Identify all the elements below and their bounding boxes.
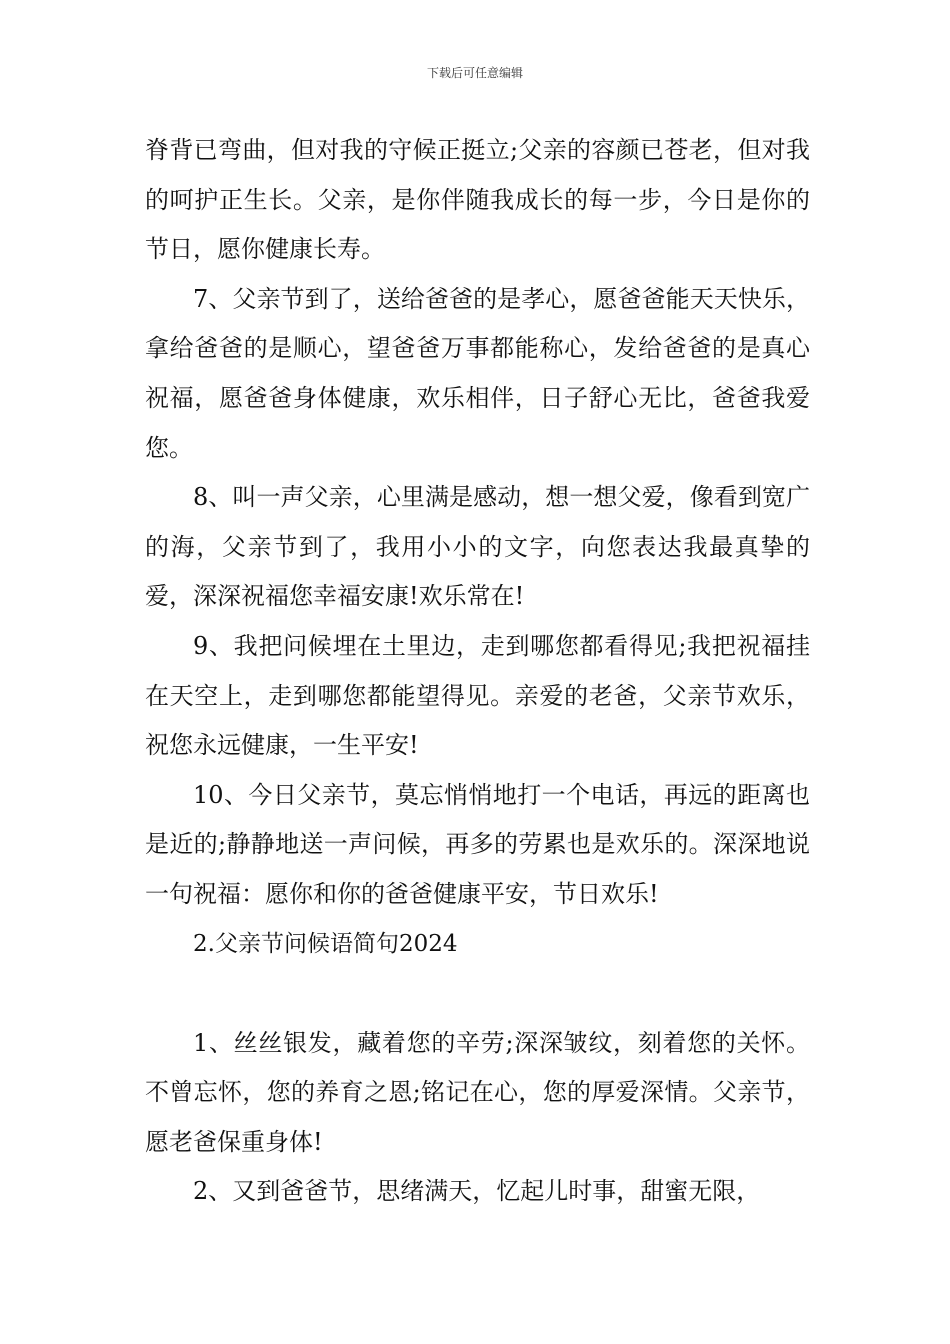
paragraph-item-8: 8、叫一声父亲，心里满是感动，想一想父爱，像看到宽广的海，父亲节到了，我用小小的文字，向您表达我最真挚的爱，深深祝福您幸福安康!欢乐常在! <box>145 483 810 611</box>
paragraph-item-10: 10、今日父亲节，莫忘悄悄地打一个电话，再远的距离也是近的;静静地送一声问候，再多的劳累也是欢乐的。深深地说一句祝福：愿你和你的爸爸健康平安，节日欢乐! <box>145 780 810 908</box>
paragraph-item-9: 9、我把问候埋在土里边，走到哪您都看得见;我把祝福挂在天空上，走到哪您都能望得见。亲爱的老爸，父亲节欢乐，祝您永远健康，一生平安! <box>145 631 810 760</box>
page-header: 下载后可任意编辑 <box>426 66 523 80</box>
paragraph-item-7: 7、父亲节到了，送给爸爸的是孝心，愿爸爸能天天快乐，拿给爸爸的是顺心，望爸爸万事都能称心，发给爸爸的是真心祝福，愿爸爸身体健康，欢乐相伴，日子舒心无比，爸爸我爱您。 <box>145 284 810 462</box>
section-heading: 2.父亲节问候语简句2024 <box>193 930 458 957</box>
paragraph-continuation: 脊背已弯曲，但对我的守候正挺立;父亲的容颜已苍老，但对我的呵护正生长。父亲，是你伴随我成长的每一步，今日是你的节日，愿你健康长寿。 <box>145 136 810 264</box>
document-body <box>145 126 810 1217</box>
blank-line <box>145 969 810 1019</box>
section-paragraph-item-2: 2、又到爸爸节，思绪满天，忆起儿时事，甜蜜无限， <box>193 1177 761 1206</box>
section-paragraph-item-1: 1、丝丝银发，藏着您的辛劳;深深皱纹，刻着您的关怀。不曾忘怀，您的养育之恩;铭记在心，您的厚爱深情。父亲节，愿老爸保重身体! <box>145 1028 810 1156</box>
